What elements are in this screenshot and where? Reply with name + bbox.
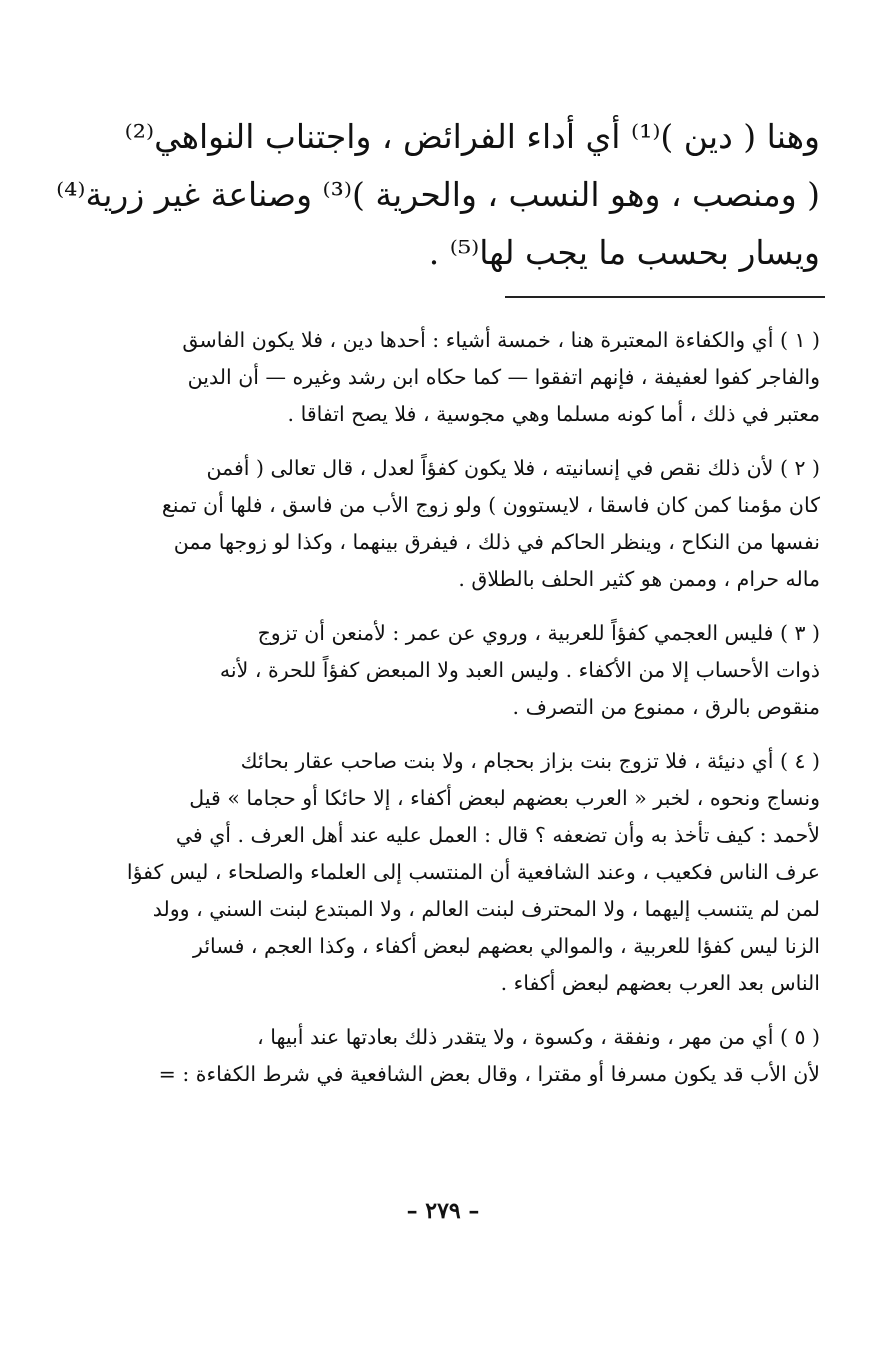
footnote-line: ونساج ونحوه ، لخبر « العرب بعضهم لبعض أكفاء ، إلا حائكا أو حجاما » قيل bbox=[189, 786, 820, 810]
footnote-line: معتبر في ذلك ، أما كونه مسلما وهي مجوسية ، فلا يصح اتفاقا . bbox=[287, 402, 820, 426]
footnote-line: لمن لم يتنسب إليهما ، ولا المحترف لبنت العالم ، ولا المبتدع لبنت السني ، وولد bbox=[152, 897, 820, 921]
footnote-line: والفاجر كفوا لعفيفة ، فإنهم اتفقوا — كما حكاه ابن رشد وغيره — أن الدين bbox=[187, 365, 820, 389]
footnote-line: منقوص بالرق ، ممنوع من التصرف . bbox=[512, 695, 820, 719]
footnote-line: نفسها من النكاح ، وينظر الحاكم في ذلك ، فيفرق بينهما ، وكذا لو زوجها ممن bbox=[173, 530, 820, 554]
footnote-2 bbox=[80, 450, 820, 598]
footnote-1 bbox=[80, 322, 820, 433]
footnote-3 bbox=[80, 615, 820, 726]
footnote-line: لأن الأب قد يكون مسرفا أو مقترا ، وقال بعض الشافعية في شرط الكفاءة : = bbox=[158, 1062, 820, 1086]
footnote-line: لأحمد : كيف تأخذ به وأن تضعفه ؟ قال : العمل عليه عند أهل العرف . أي في bbox=[175, 823, 820, 847]
footnote-line: ( ٣ ) فليس العجمي كفؤاً للعربية ، وروي عن عمر : لأمنعن أن تزوج bbox=[257, 621, 820, 645]
footnote-line: ( ٤ ) أي دنيئة ، فلا تزوج بنت بزاز بحجام ، ولا بنت صاحب عقار بحائك bbox=[240, 749, 820, 773]
footnote-line: الناس بعد العرب بعضهم لبعض أكفاء . bbox=[500, 971, 820, 995]
footnote-line: ( ١ ) أي والكفاءة المعتبرة هنا ، خمسة أشياء : أحدها دين ، فلا يكون الفاسق bbox=[182, 328, 820, 352]
main-text-line: ( ومنصب ، وهو النسب ، والحرية )⁽³⁾ وصناعة غير زرية⁽⁴⁾ bbox=[56, 175, 820, 214]
footnote-line: كان مؤمنا كمن كان فاسقا ، لايستوون ) ولو زوج الأب من فاسق ، فلها أن تمنع bbox=[161, 493, 820, 517]
main-text-line: ويسار بحسب ما يجب لها⁽⁵⁾ . bbox=[428, 233, 820, 272]
footnote-5 bbox=[80, 1019, 820, 1093]
footnotes bbox=[80, 322, 820, 1110]
footnote-divider bbox=[505, 296, 825, 298]
footnote-line: عرف الناس فكعيب ، وعند الشافعية أن المنتسب إلى العلماء والصلحاء ، ليس كفؤا bbox=[126, 860, 820, 884]
footnote-line: ذوات الأحساب إلا من الأكفاء . وليس العبد ولا المبعض كفؤاً للحرة ، لأنه bbox=[219, 658, 820, 682]
footnote-line: ( ٢ ) لأن ذلك نقص في إنسانيته ، فلا يكون كفؤاً لعدل ، قال تعالى ( أفمن bbox=[206, 456, 820, 480]
main-text-line: وهنا ( دين )⁽¹⁾ أي أداء الفرائض ، واجتناب النواهي⁽²⁾ bbox=[124, 117, 820, 156]
main-text bbox=[56, 108, 820, 282]
footnote-line: ( ٥ ) أي من مهر ، ونفقة ، وكسوة ، ولا يتقدر ذلك بعادتها عند أبيها ، bbox=[257, 1025, 820, 1049]
page-number: – ٢٧٩ – bbox=[406, 1198, 480, 1224]
footnote-line: ماله حرام ، وممن هو كثير الحلف بالطلاق . bbox=[458, 567, 820, 591]
footnote-4 bbox=[80, 743, 820, 1002]
footnote-line: الزنا ليس كفؤا للعربية ، والموالي بعضهم لبعض أكفاء ، وكذا العجم ، فسائر bbox=[193, 934, 820, 958]
